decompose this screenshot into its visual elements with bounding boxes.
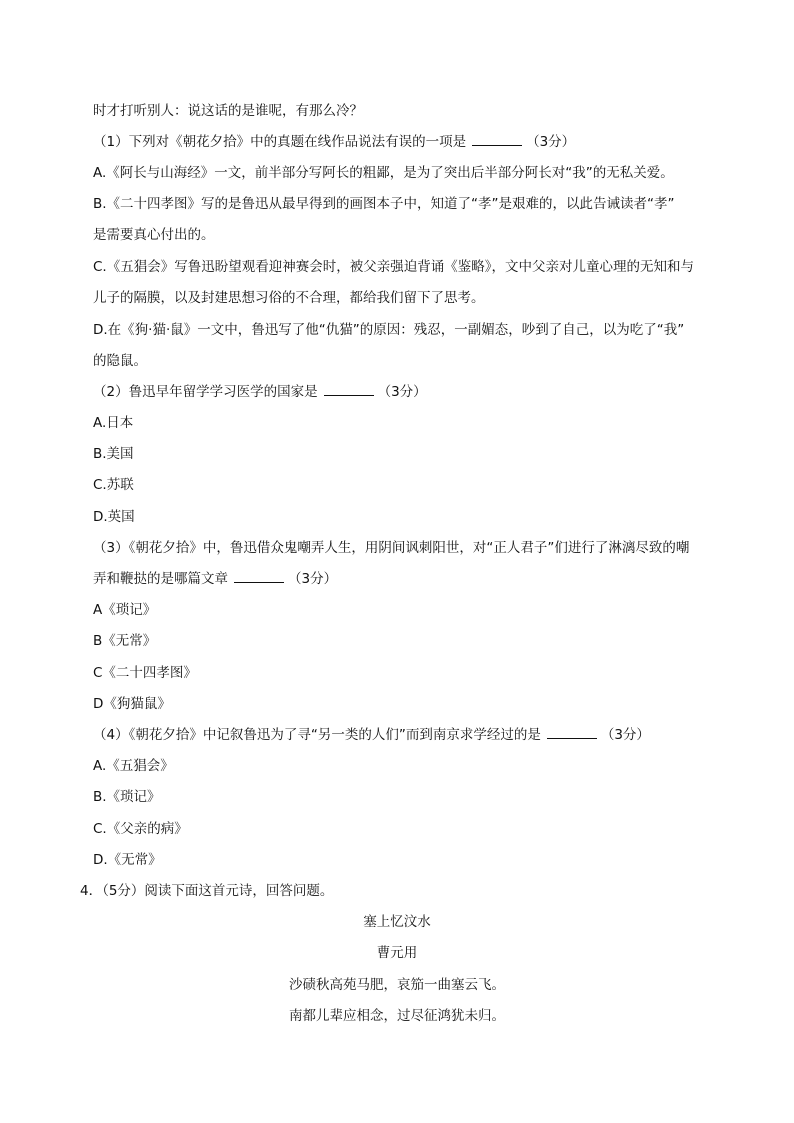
- question-2-option-b: B.美国: [93, 446, 134, 462]
- question-1-option-d-line1: D.在《狗·猫·鼠》一文中，鲁迅写了他“仇猫”的原因：残忍，一副媚态，吵到了自己，以为吃了“我”: [93, 322, 685, 338]
- answer-blank: [234, 570, 284, 583]
- question-3-score: （3分）: [288, 571, 338, 587]
- answer-blank: [547, 726, 597, 739]
- poem-line-2: 南都儿辈应相念，过尽征鸿犹未归。: [289, 1008, 505, 1024]
- answer-blank: [324, 383, 374, 396]
- question-2-option-a: A.日本: [93, 415, 134, 431]
- question-4-option-c: C.《父亲的病》: [93, 821, 188, 837]
- intro-line: 时才打听别人：说这话的是谁呢，有那么冷？: [93, 103, 363, 119]
- question-3-option-d: D《狗猫鼠》: [93, 696, 171, 712]
- question-1-option-b-line1: B.《二十四孝图》写的是鲁迅从最早得到的画图本子中，知道了“孝”是艰难的，以此告诫读者“孝”: [93, 196, 675, 212]
- question-1-option-c-line2: 儿子的隔膜，以及封建思想习俗的不合理，都给我们留下了思考。: [93, 290, 485, 306]
- question-4-text: （4）《朝花夕拾》中记叙鲁迅为了寻“另一类的人们”而到南京求学经过的是: [93, 727, 541, 743]
- question-2-score: （3分）: [377, 384, 427, 400]
- question-4-stem: [93, 725, 650, 745]
- question-1-option-a: A.《阿长与山海经》一文，前半部分写阿长的粗鄙，是为了突出后半部分阿长对“我”的无私关爱。: [93, 165, 674, 181]
- section-4-heading: 4．（5分）阅读下面这首元诗，回答问题。: [80, 883, 334, 899]
- question-1-score: （3分）: [526, 134, 576, 150]
- question-1-option-b-line2: 是需要真心付出的。: [93, 227, 215, 243]
- question-4-option-d: D.《无常》: [93, 852, 162, 868]
- poem-author: 曹元用: [376, 945, 418, 961]
- question-2-option-d: D.英国: [93, 509, 135, 525]
- question-3-stem-line1: （3）《朝花夕拾》中，鲁迅借众鬼嘲弄人生，用阴间讽刺阳世，对“正人君子”们进行了淋漓尽致的嘲: [93, 540, 690, 556]
- question-4-option-a: A.《五猖会》: [93, 758, 174, 774]
- question-2-stem: [93, 382, 427, 402]
- question-4-score: （3分）: [600, 727, 650, 743]
- question-1-text: （1）下列对《朝花夕拾》中的真题在线作品说法有误的一项是: [93, 134, 467, 150]
- poem-title: 塞上忆汶水: [363, 914, 431, 930]
- question-2-option-c: C.苏联: [93, 477, 134, 493]
- question-1-option-d-line2: 的隐鼠。: [93, 353, 147, 369]
- question-3-text: 弄和鞭挞的是哪篇文章: [93, 571, 228, 587]
- question-1-stem: [93, 132, 575, 152]
- question-2-text: （2）鲁迅早年留学学习医学的国家是: [93, 384, 318, 400]
- question-3-option-c: C《二十四孝图》: [93, 665, 197, 681]
- question-3-stem-line2: [93, 569, 337, 589]
- question-3-option-b: B《无常》: [93, 633, 157, 649]
- poem-line-1: 沙碛秋高苑马肥，哀笳一曲塞云飞。: [289, 977, 505, 993]
- question-1-option-c-line1: C.《五猖会》写鲁迅盼望观看迎神赛会时，被父亲强迫背诵《鉴略》，文中父亲对儿童心理的无知和与: [93, 259, 694, 275]
- question-3-option-a: A《琐记》: [93, 602, 157, 618]
- answer-blank: [472, 133, 522, 146]
- question-4-option-b: B.《琐记》: [93, 789, 161, 805]
